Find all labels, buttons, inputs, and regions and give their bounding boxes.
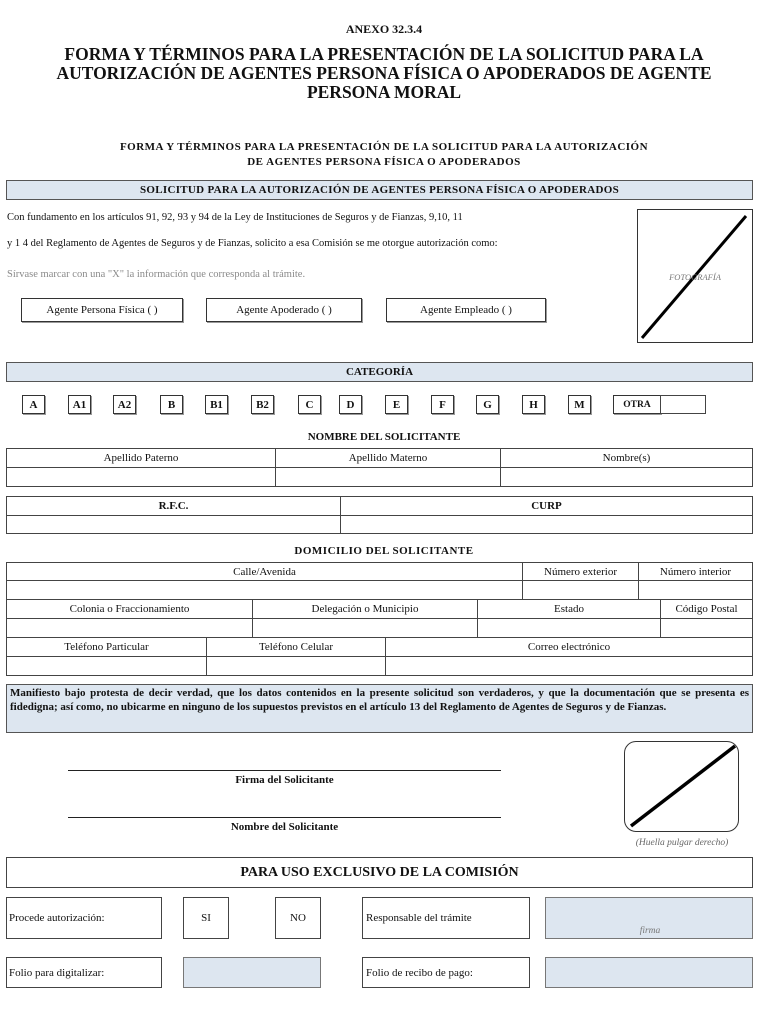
category-b1[interactable]: B1 [205,395,228,414]
category-c[interactable]: C [298,395,321,414]
folio-pago-field[interactable] [545,957,753,988]
category-a[interactable]: A [22,395,45,414]
telefono-celular-field[interactable] [206,656,386,676]
apellido-materno-label: Apellido Materno [275,448,501,468]
category-a2[interactable]: A2 [113,395,136,414]
numero-interior-label: Número interior [638,562,753,581]
telefono-particular-field[interactable] [6,656,207,676]
category-b[interactable]: B [160,395,183,414]
estado-field[interactable] [477,618,661,638]
domicilio-heading: DOMICILIO DEL SOLICITANTE [294,545,474,557]
estado-label: Estado [477,599,661,619]
curp-label: CURP [340,496,753,516]
colonia-field[interactable] [6,618,253,638]
option-agente-apoderado[interactable]: Agente Apoderado ( ) [206,298,362,322]
firma-caption: firma [639,926,661,936]
responsable-label: Responsable del trámite [362,897,530,939]
calle-field[interactable] [6,580,523,600]
category-f[interactable]: F [431,395,454,414]
option-agente-persona-fisica[interactable]: Agente Persona Física ( ) [21,298,183,322]
rfc-label: R.F.C. [6,496,341,516]
colonia-label: Colonia o Fraccionamiento [6,599,253,619]
category-a1[interactable]: A1 [68,395,91,414]
codigo-postal-field[interactable] [660,618,753,638]
category-otra[interactable]: OTRA [613,395,661,414]
responsable-firma-field[interactable] [545,897,753,939]
nombres-field[interactable] [500,467,753,487]
category-d[interactable]: D [339,395,362,414]
apellido-materno-field[interactable] [275,467,501,487]
nombre-heading: NOMBRE DEL SOLICITANTE [307,431,461,443]
instruction-text: Sírvase marcar con una "X" la información que corresponda al trámite. [7,269,306,280]
comision-band: PARA USO EXCLUSIVO DE LA COMISIÓN [6,857,753,888]
huella-box[interactable] [624,741,739,832]
category-e[interactable]: E [385,395,408,414]
curp-field[interactable] [340,515,753,534]
codigo-postal-label: Código Postal [660,599,753,619]
option-agente-empleado[interactable]: Agente Empleado ( ) [386,298,546,322]
no-box[interactable]: NO [275,897,321,939]
category-g[interactable]: G [476,395,499,414]
numero-exterior-field[interactable] [522,580,639,600]
huella-placeholder-icon [625,742,738,831]
numero-exterior-label: Número exterior [522,562,639,581]
delegacion-label: Delegación o Municipio [252,599,478,619]
category-otra-field[interactable] [660,395,706,414]
nombres-label: Nombre(s) [500,448,753,468]
rfc-field[interactable] [6,515,341,534]
legal-basis-line-2: y 1 4 del Reglamento de Agentes de Seguros y de Fianzas, solicito a esa Comisión se me otorgue autorización como: [7,238,498,249]
numero-interior-field[interactable] [638,580,753,600]
category-b2[interactable]: B2 [251,395,274,414]
categoria-band: CATEGORÍA [6,362,753,382]
legal-basis-line-1: Con fundamento en los artículos 91, 92, 93 y 94 de la Ley de Instituciones de Seguros y de Fianzas, 9,10, 11 [7,212,463,223]
telefono-celular-label: Teléfono Celular [206,637,386,657]
delegacion-field[interactable] [252,618,478,638]
page-subtitle: FORMA Y TÉRMINOS PARA LA PRESENTACIÓN DE LA SOLICITUD PARA LA AUTORIZACIÓN DE AGENTES PERSONA FÍSICA O APODERADOS [119,141,649,168]
category-h[interactable]: H [522,395,545,414]
nombre-label: Nombre del Solicitante [230,821,339,833]
correo-field[interactable] [385,656,753,676]
photo-box[interactable] [637,209,753,343]
annex-number: ANEXO 32.3.4 [345,22,423,36]
folio-digitalizar-field[interactable] [183,957,321,988]
firma-line [68,770,501,771]
folio-pago-label: Folio de recibo de pago: [362,957,530,988]
manifiesto-text: Manifiesto bajo protesta de decir verdad, que los datos contenidos en la presente solicitud son verdaderos, y que la documentación que se presenta es fidedigna; así como, no ubicarme en ninguno de los supuestos previstos en el artículo 13 del Reglamento de Agentes de Seguros y de Fianzas. [6,684,753,733]
page-title: FORMA Y TÉRMINOS PARA LA PRESENTACIÓN DE LA SOLICITUD PARA LA AUTORIZACIÓN DE AGENTES PERSONA FÍSICA O APODERADOS DE AGENTE PERSONA MORAL [56,44,712,102]
calle-label: Calle/Avenida [6,562,523,581]
telefono-particular-label: Teléfono Particular [6,637,207,657]
category-m[interactable]: M [568,395,591,414]
correo-label: Correo electrónico [385,637,753,657]
apellido-paterno-field[interactable] [6,467,276,487]
firma-label: Firma del Solicitante [235,774,334,786]
solicitud-band: SOLICITUD PARA LA AUTORIZACIÓN DE AGENTES PERSONA FÍSICA O APODERADOS [6,180,753,200]
apellido-paterno-label: Apellido Paterno [6,448,276,468]
folio-digitalizar-label: Folio para digitalizar: [6,957,162,988]
nombre-line [68,817,501,818]
photo-label: FOTOGRAFÍA [669,272,721,282]
huella-label: (Huella pulgar derecho) [635,838,729,848]
si-box[interactable]: SI [183,897,229,939]
procede-label: Procede autorización: [6,897,162,939]
